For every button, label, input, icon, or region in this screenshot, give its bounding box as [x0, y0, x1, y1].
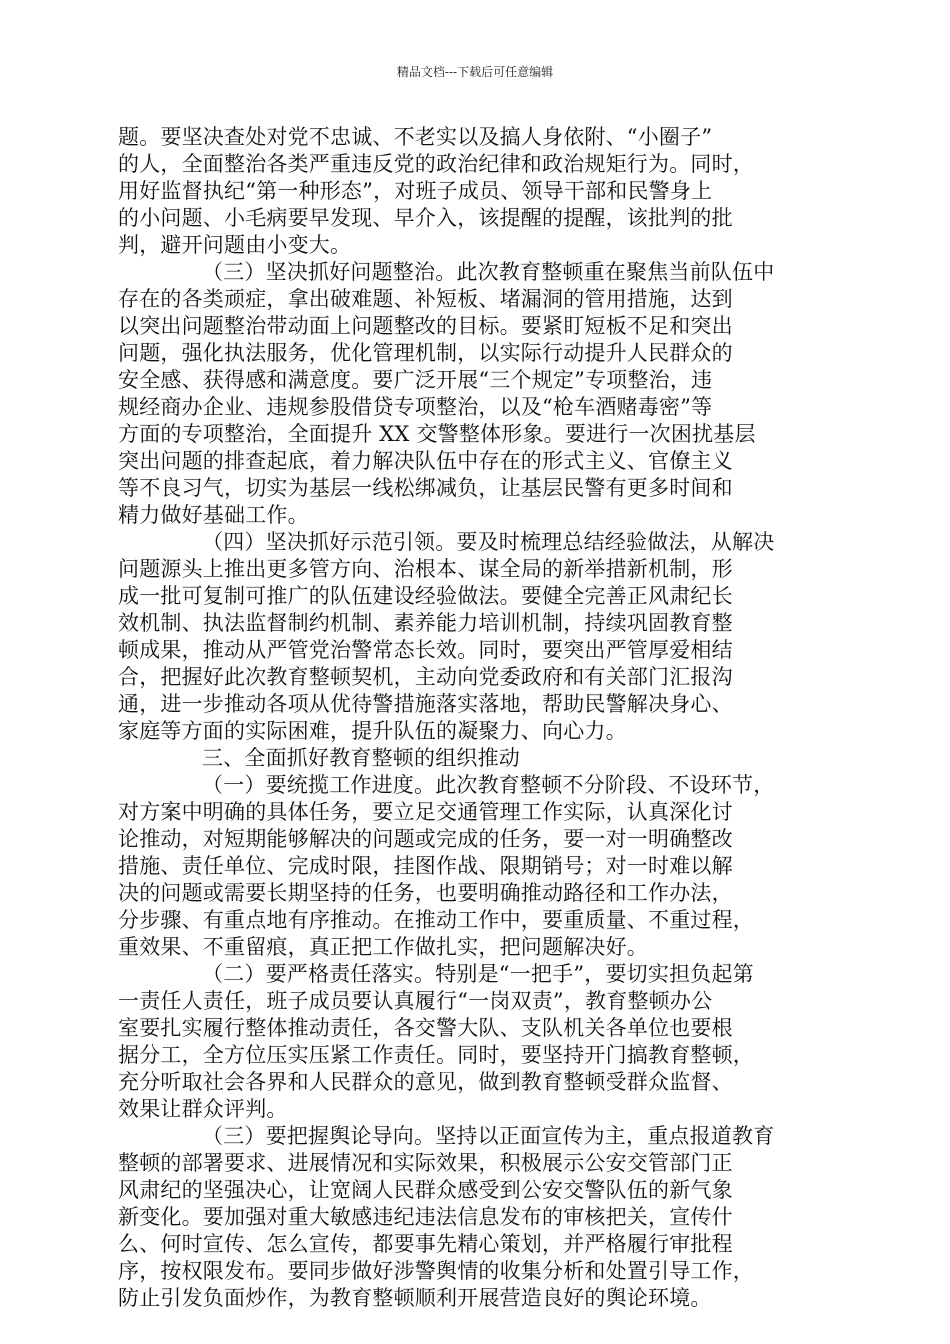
text-line: 措施、责任单位、完成时限，挂图作战、限期销号；对一时难以解 [118, 854, 733, 878]
text-line: 等不良习气，切实为基层一线松绑减负，让基层民警有更多时间和 [118, 476, 733, 500]
paragraph [118, 772, 828, 961]
text-line: 决的问题或需要长期坚持的任务，也要明确推动路径和工作办法， [118, 881, 733, 905]
text-line: 方面的专项整治，全面提升 XX 交警整体形象。要进行一次困扰基层 [118, 422, 756, 446]
text-line: 突出问题的排查起底，着力解决队伍中存在的形式主义、官僚主义 [118, 449, 733, 473]
text-line: （二）要严格责任落实。特别是“一把手”，要切实担负起第 [202, 962, 754, 986]
document-body [118, 124, 828, 1312]
text-line: 成一批可复制可推广的队伍建设经验做法。要健全完善正风肃纪长 [118, 584, 733, 608]
text-line: 通，进一步推动各项从优待警措施落实落地，帮助民警解决身心、 [118, 692, 733, 716]
text-line: 么、何时宣传、怎么宣传，都要事先精心策划，并严格履行审批程 [118, 1232, 733, 1256]
text-line: （四）坚决抓好示范引领。要及时梳理总结经验做法，从解决 [202, 530, 775, 554]
text-line: 分步骤、有重点地有序推动。在推动工作中，要重质量、不重过程， [118, 908, 754, 932]
paragraph [118, 259, 828, 529]
text-line: 效果让群众评判。 [118, 1097, 288, 1121]
text-line: 顿成果，推动从严管党治警常态长效。同时，要突出严管厚爱相结 [118, 638, 733, 662]
paragraph [118, 529, 828, 745]
text-line: 一责任人责任，班子成员要认真履行“一岗双责”，教育整顿办公 [118, 989, 713, 1013]
text-line: 精力做好基础工作。 [118, 503, 309, 527]
text-line: 存在的各类顽症，拿出破难题、补短板、堵漏洞的管用措施，达到 [118, 287, 733, 311]
text-line: 重效果、不重留痕，真正把工作做扎实，把问题解决好。 [118, 935, 648, 959]
paragraph [118, 124, 828, 259]
text-line: 据分工，全方位压实压紧工作责任。同时，要坚持开门搞教育整顿， [118, 1043, 754, 1067]
text-line: 充分听取社会各界和人民群众的意见，做到教育整顿受群众监督、 [118, 1070, 733, 1094]
text-line: 合，把握好此次教育整顿契机，主动向党委政府和有关部门汇报沟 [118, 665, 733, 689]
text-line: 对方案中明确的具体任务，要立足交通管理工作实际，认真深化讨 [118, 800, 733, 824]
text-line: 以突出问题整治带动面上问题整改的目标。要紧盯短板不足和突出 [118, 314, 733, 338]
text-line: 论推动，对短期能够解决的问题或完成的任务，要一对一明确整改 [118, 827, 733, 851]
text-line: 三、全面抓好教育整顿的组织推动 [202, 746, 520, 770]
text-line: 防止引发负面炒作，为教育整顿顺利开展营造良好的舆论环境。 [118, 1286, 712, 1310]
text-line: 用好监督执纪“第一种形态”，对班子成员、领导干部和民警身上 [118, 179, 713, 203]
text-line: 判，避开问题由小变大。 [118, 233, 352, 257]
text-line: 效机制、执法监督制约机制、素养能力培训机制，持续巩固教育整 [118, 611, 733, 635]
text-line: 新变化。要加强对重大敏感违纪违法信息发布的审核把关，宣传什 [118, 1205, 733, 1229]
paragraph [118, 961, 828, 1123]
text-line: （三）坚决抓好问题整治。此次教育整顿重在聚焦当前队伍中 [202, 260, 775, 284]
text-line: 室要扎实履行整体推动责任，各交警大队、支队机关各单位也要根 [118, 1016, 733, 1040]
text-line: 题。要坚决查处对党不忠诚、不老实以及搞人身依附、“小圈子” [118, 125, 713, 149]
text-line: 问题源头上推出更多管方向、治根本、谋全局的新举措新机制，形 [118, 557, 733, 581]
text-line: 的小问题、小毛病要早发现、早介入，该提醒的提醒，该批判的批 [118, 206, 733, 230]
text-line: （三）要把握舆论导向。坚持以正面宣传为主，重点报道教育 [202, 1124, 775, 1148]
page-header: 精品文档---下载后可任意编辑 [396, 65, 554, 79]
text-line: 序，按权限发布。要同步做好涉警舆情的收集分析和处置引导工作， [118, 1259, 754, 1283]
text-line: 规经商办企业、违规参股借贷专项整治，以及“枪车酒赌毒密”等 [118, 395, 713, 419]
text-line: 问题，强化执法服务，优化管理机制，以实际行动提升人民群众的 [118, 341, 733, 365]
text-line: 安全感、获得感和满意度。要广泛开展“三个规定”专项整治，违 [118, 368, 713, 392]
text-line: 风肃纪的坚强决心，让宽阔人民群众感受到公安交警队伍的新气象 [118, 1178, 733, 1202]
paragraph [118, 1123, 828, 1312]
text-line: 的人，全面整治各类严重违反党的政治纪律和政治规矩行为。同时， [118, 152, 754, 176]
text-line: 家庭等方面的实际困难，提升队伍的凝聚力、向心力。 [118, 719, 627, 743]
text-line: 整顿的部署要求、进展情况和实际效果，积极展示公安交管部门正 [118, 1151, 733, 1175]
section-heading [118, 745, 828, 772]
text-line: （一）要统揽工作进度。此次教育整顿不分阶段、不设环节， [202, 773, 775, 797]
